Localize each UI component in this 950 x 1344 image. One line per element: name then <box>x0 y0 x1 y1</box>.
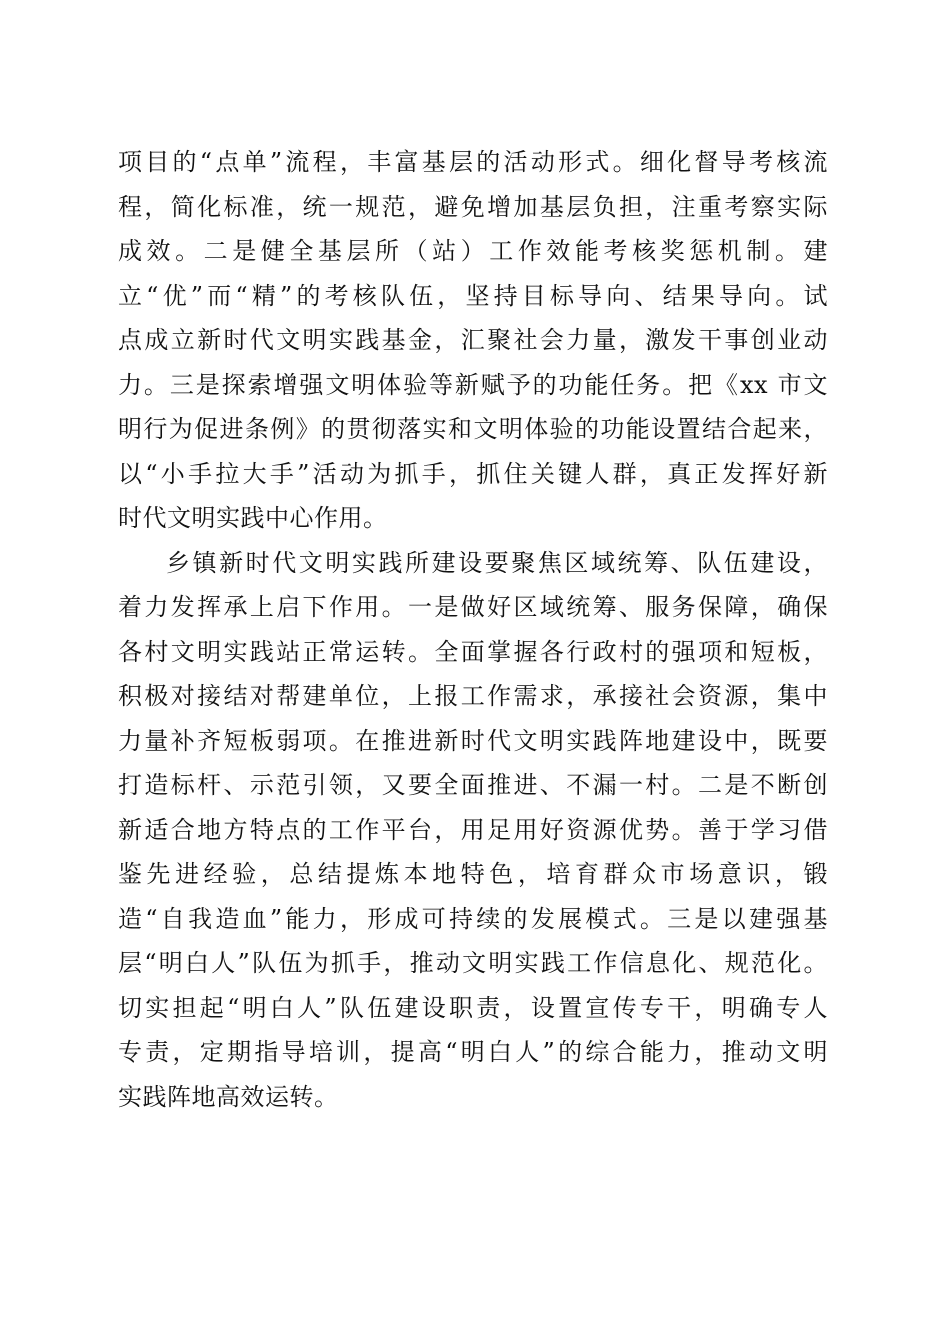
text-line: 力量补齐短板弱项。在推进新时代文明实践阵地建设中，既要 <box>118 726 828 755</box>
text-line: 实践阵地高效运转。 <box>118 1082 339 1111</box>
text-line: 乡镇新时代文明实践所建设要聚焦区域统筹、队伍建设， <box>166 548 828 577</box>
text-line: 层“明白人”队伍为抓手，推动文明实践工作信息化、规范化。 <box>118 949 828 977</box>
text-line: 切实担起“明白人”队伍建设职责，设置宣传专干，明确专人 <box>118 993 828 1022</box>
text-line: 造“自我造血”能力，形成可持续的发展模式。三是以建强基 <box>118 904 828 933</box>
text-line: 力。三是探索增强文明体验等新赋予的功能任务。把《xx 市文 <box>118 370 828 399</box>
document-page <box>118 140 828 1119</box>
text-line: 时代文明实践中心作用。 <box>118 504 388 532</box>
text-line: 鉴先进经验，总结提炼本地特色，培育群众市场意识，锻 <box>118 860 828 888</box>
text-line: 积极对接结对帮建单位，上报工作需求，承接社会资源，集中 <box>118 682 828 710</box>
text-line: 专责，定期指导培训，提高“明白人”的综合能力，推动文明 <box>118 1038 828 1066</box>
text-line: 打造标杆、示范引领，又要全面推进、不漏一村。二是不断创 <box>118 771 828 799</box>
text-line: 成效。二是健全基层所（站）工作效能考核奖惩机制。建 <box>118 237 828 265</box>
text-line: 立“优”而“精”的考核队伍，坚持目标导向、结果导向。试 <box>118 281 828 310</box>
text-line: 着力发挥承上启下作用。一是做好区域统筹、服务保障，确保 <box>118 593 828 621</box>
text-line: 程，简化标准，统一规范，避免增加基层负担，注重考察实际 <box>118 192 828 221</box>
paragraph-1 <box>118 140 828 541</box>
text-line: 各村文明实践站正常运转。全面掌握各行政村的强项和短板， <box>118 637 828 666</box>
text-line: 以“小手拉大手”活动为抓手，抓住关键人群，真正发挥好新 <box>118 459 828 488</box>
text-line: 点成立新时代文明实践基金，汇聚社会力量，激发干事创业动 <box>118 326 828 354</box>
text-line: 新适合地方特点的工作平台，用足用好资源优势。善于学习借 <box>118 815 828 844</box>
text-line: 明行为促进条例》的贯彻落实和文明体验的功能设置结合起来， <box>118 415 828 443</box>
text-line: 项目的“点单”流程，丰富基层的活动形式。细化督导考核流 <box>118 148 828 176</box>
paragraph-2 <box>118 541 828 1120</box>
